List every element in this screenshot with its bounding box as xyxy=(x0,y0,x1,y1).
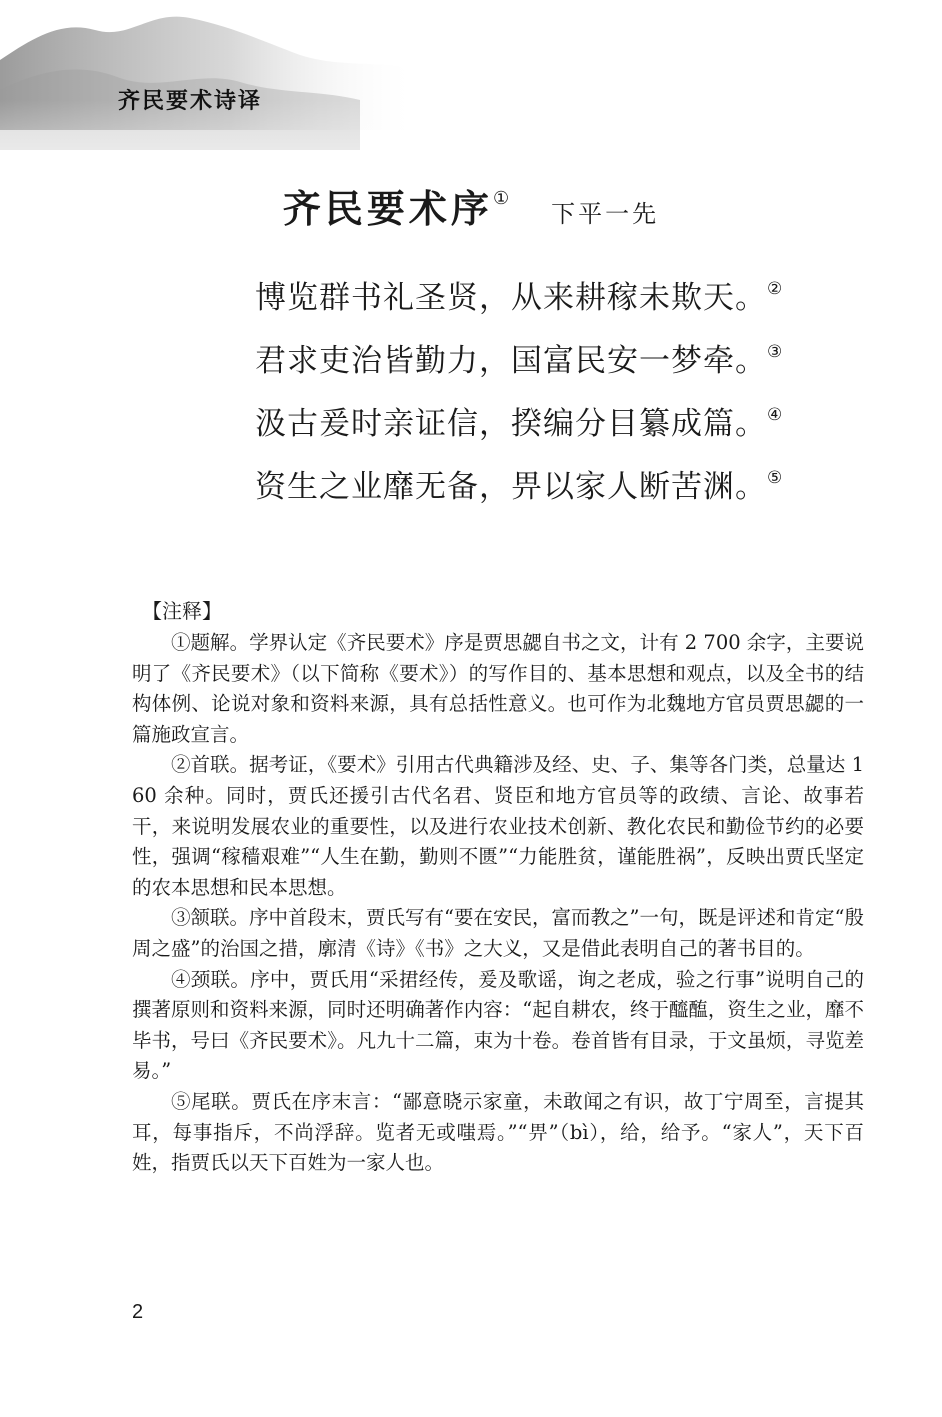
poem-line xyxy=(255,451,783,514)
poem-line xyxy=(255,325,783,388)
poem-line xyxy=(255,262,783,325)
title-note-mark: ① xyxy=(492,188,514,209)
notes-section xyxy=(132,596,864,1179)
notes-heading: 【注释】 xyxy=(142,599,222,623)
poem-line xyxy=(255,388,783,451)
poem-line-mark: ⑤ xyxy=(767,468,784,488)
note-paragraph: ②首联。据考证，《要术》引用古代典籍涉及经、史、子、集等各门类，总量达 160 余种。同时，贾氏还援引古代名君、贤臣和地方官员等的政绩、言论、故事若干，来说明发展农业的重要性，以及进行农业技术创新、教化农民和勤俭节约的必要性，强调“稼穑艰难”“人生在勤，勤则不匮”“力能胜贫，谨能胜祸”，反映出贾氏坚定的农本思想和民本思想。 xyxy=(132,753,864,899)
note-paragraph: ⑤尾联。贾氏在序末言：“鄙意晓示家童，未敢闻之有识，故丁宁周至，言提其耳，每事指斥，不尚浮辞。览者无或嗤焉。”“畀”（bì），给，给予。“家人”，天下百姓，指贾氏以天下百姓为一家人也。 xyxy=(132,1089,864,1175)
poem-line-mark: ③ xyxy=(767,342,784,362)
rhyme-label: 下平一先 xyxy=(551,200,660,228)
poem-lines xyxy=(255,262,783,514)
note-paragraph: ④颈联。序中，贾氏用“采捃经传，爰及歌谣，询之老成，验之行事”说明自己的撰著原则和资料来源，同时还明确著作内容：“起自耕农，终于醯醢，资生之业，靡不毕书，号曰《齐民要术》。凡九十二篇，束为十卷。卷首皆有目录，于文虽烦，寻览差易。” xyxy=(132,967,864,1083)
poem-line-mark: ④ xyxy=(767,405,784,425)
poem-title-text: 齐民要术序 xyxy=(282,186,493,231)
poem-line-mark: ② xyxy=(767,279,784,299)
poem-line-text: 博览群书礼圣贤，从来耕稼未欺天。 xyxy=(255,280,767,316)
note-paragraph: ③颔联。序中首段末，贾氏写有“要在安民，富而教之”一句，既是评述和肯定“殷周之盛”的治国之措，廓清《诗》《书》之大义，又是借此表明自己的著书目的。 xyxy=(132,906,864,960)
title-row xyxy=(0,178,942,233)
page-number: 2 xyxy=(132,1301,144,1323)
poem-line-text: 君求吏治皆勤力，国富民安一梦牵。 xyxy=(255,343,767,379)
poem-line-text: 资生之业靡无备，畀以家人断苦渊。 xyxy=(255,469,767,505)
running-head: 齐民要术诗译 xyxy=(118,88,263,114)
note-paragraph: ①题解。学界认定《齐民要术》序是贾思勰自书之文，计有 2 700 余字，主要说明了《齐民要术》（以下简称《要术》）的写作目的、基本思想和观点，以及全书的结构体例、论说对象和资料来源，具有总括性意义。也可作为北魏地方官员贾思勰的一篇施政宣言。 xyxy=(132,631,864,746)
poem-line-text: 汲古爰时亲证信，揆编分目纂成篇。 xyxy=(255,406,767,442)
poem-title xyxy=(283,186,513,231)
